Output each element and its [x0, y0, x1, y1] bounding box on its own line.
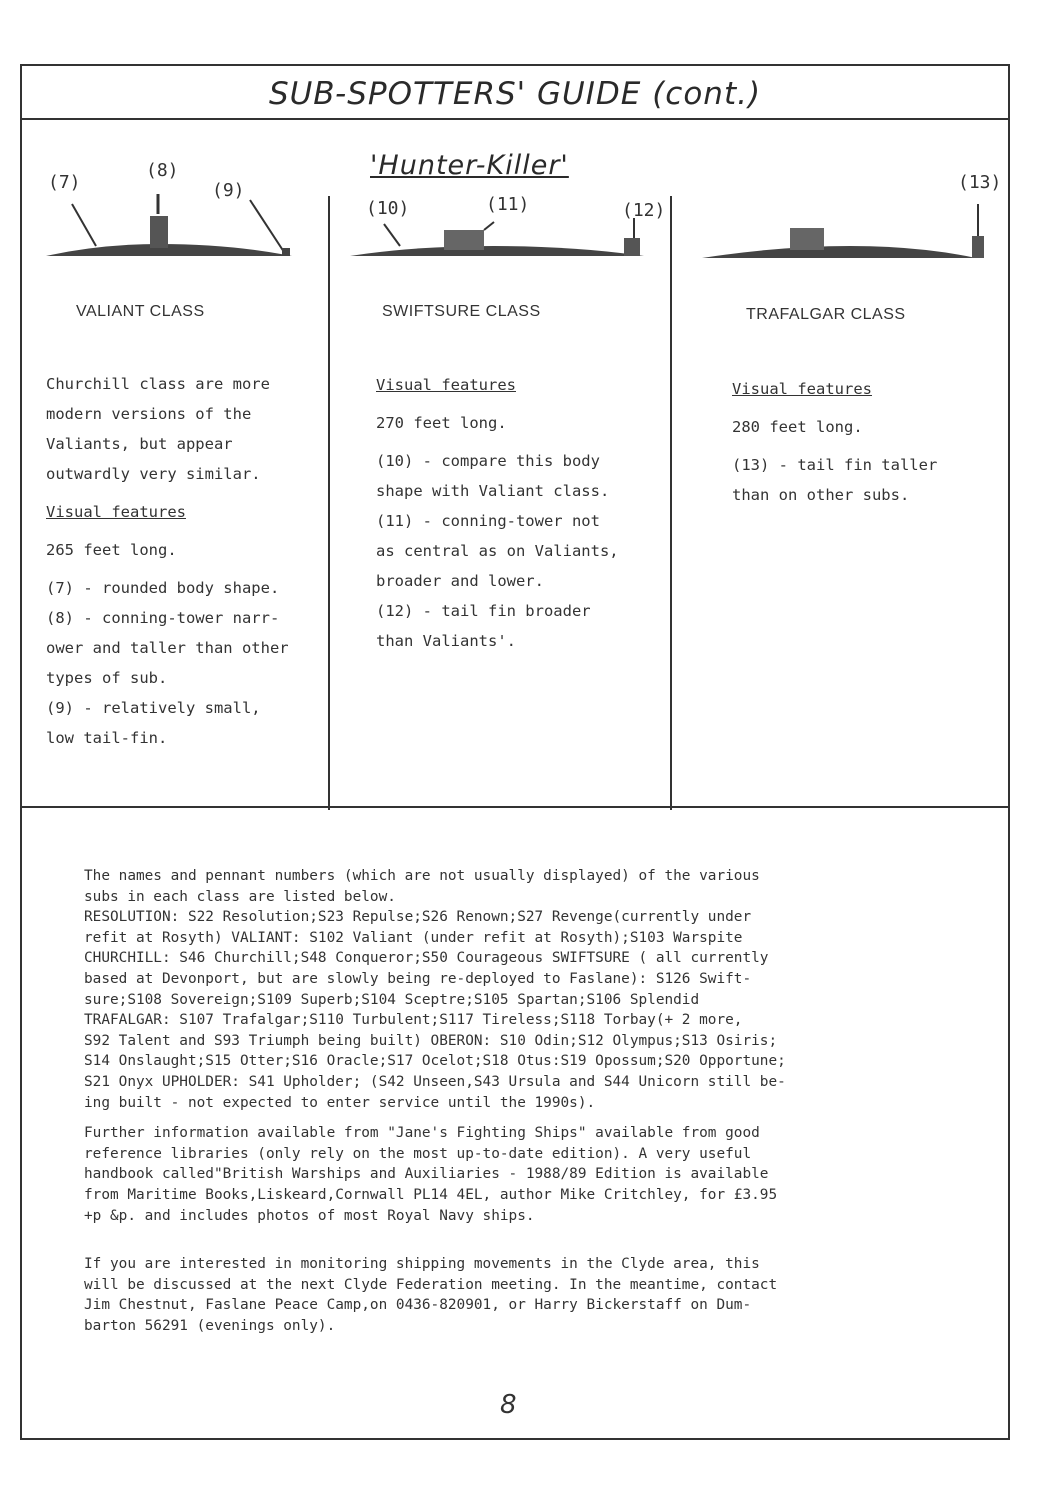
- text-line: (10) - compare this body: [376, 452, 600, 470]
- text-line: outwardly very similar.: [46, 465, 261, 483]
- text-line: ower and taller than other: [46, 639, 289, 657]
- title-band: [22, 66, 1008, 120]
- marker-9: (9): [212, 180, 245, 201]
- trafalgar-silhouette: [700, 196, 1000, 266]
- swiftsure-description: [376, 370, 666, 656]
- swiftsure-class-name: SWIFTSURE CLASS: [382, 303, 541, 320]
- text-line: Valiants, but appear: [46, 435, 233, 453]
- text-line: Churchill class are more: [46, 375, 270, 393]
- features-heading: Visual features: [376, 376, 516, 394]
- page-title: SUB-SPOTTERS' GUIDE (cont.): [268, 76, 762, 112]
- marker-10: (10): [366, 198, 410, 219]
- text-line: modern versions of the: [46, 405, 252, 423]
- text-line: than Valiants'.: [376, 632, 516, 650]
- column-divider-1: [328, 196, 330, 810]
- valiant-class-name: VALIANT CLASS: [76, 303, 205, 320]
- text-line: than on other subs.: [732, 486, 910, 504]
- features-heading: Visual features: [732, 380, 872, 398]
- lower-text-block: [84, 866, 964, 1346]
- text-line: low tail-fin.: [46, 729, 168, 747]
- text-line: as central as on Valiants,: [376, 542, 619, 560]
- section-subtitle: 'Hunter-Killer': [370, 150, 569, 181]
- marker-7: (7): [48, 172, 81, 193]
- valiant-silhouette: [40, 200, 300, 270]
- contact-paragraph: If you are interested in monitoring shipping movements in the Clyde area, this will be discussed at the next Clyde Federation meeting. In the meantime, contact Jim Chestnut, Faslane Peace Camp,on 0436-820901, or Harry Bickerstaff on Dum- barton 56291 (evenings only).: [84, 1256, 778, 1334]
- marker-12: (12): [622, 200, 666, 221]
- text-line: (7) - rounded body shape.: [46, 579, 280, 597]
- text-line: shape with Valiant class.: [376, 482, 610, 500]
- text-line: types of sub.: [46, 669, 168, 687]
- swiftsure-silhouette: [344, 216, 654, 266]
- section-divider: [22, 806, 1008, 808]
- valiant-description: [46, 369, 326, 753]
- marker-8: (8): [146, 160, 179, 181]
- text-line: (12) - tail fin broader: [376, 602, 591, 620]
- text-line: (11) - conning-tower not: [376, 512, 600, 530]
- pennant-numbers-paragraph: The names and pennant numbers (which are not usually displayed) of the various subs in each class are listed below. RESOLUTION: S22 Resolution;S23 Repulse;S26 Renown;S27 Revenge(currently under refit at Rosyth) VALIANT: S102 Valiant (under refit at Rosyth);S103 Warspite CHURCHILL: S46 Churchill;S48 Conqueror;S50 Courageous SWIFTSURE ( all currently based at Devonport, but are slowly being re-deployed to Faslane): S126 Swift- sure;S108 Sovereign;S109 Superb;S104 Sceptre;S105 Spartan;S106 Splendid TRAFALGAR: S107 Trafalgar;S110 Turbulent;S117 Tireless;S118 Torbay(+ 2 more, S92 Talent and S93 Triumph being built) OBERON: S10 Odin;S12 Olympus;S13 Osiris; S14 Onslaught;S15 Otter;S16 Oracle;S17 Ocelot;S18 Otus:S19 Opossum;S20 Opportune; S21 Onyx UPHOLDER: S41 Upholder; (S42 Unseen,S43 Ursula and S44 Unicorn still be- ing built - not expected to enter service until the 1990s).: [84, 868, 786, 1111]
- text-line: 270 feet long.: [376, 414, 507, 432]
- text-line: (9) - relatively small,: [46, 699, 261, 717]
- column-divider-2: [670, 196, 672, 810]
- marker-13: (13): [958, 172, 1002, 193]
- text-line: (13) - tail fin taller: [732, 456, 938, 474]
- trafalgar-class-name: TRAFALGAR CLASS: [746, 306, 906, 323]
- further-info-paragraph: Further information available from "Jane's Fighting Ships" available from good reference libraries (only rely on the most up-to-date edition). A very useful handbook called"British Warships and Auxiliaries - 1988/89 Edition is available from Maritime Books,Liskeard,Cornwall PL14 4EL, author Mike Critchley, for £3.95 +p &p. and includes photos of most Royal Navy ships.: [84, 1125, 778, 1224]
- text-line: broader and lower.: [376, 572, 544, 590]
- marker-11: (11): [486, 194, 530, 215]
- features-heading: Visual features: [46, 503, 186, 521]
- page-number: 8: [500, 1390, 517, 1420]
- trafalgar-description: [732, 374, 1002, 510]
- text-line: 265 feet long.: [46, 541, 177, 559]
- text-line: 280 feet long.: [732, 418, 863, 436]
- text-line: (8) - conning-tower narr-: [46, 609, 280, 627]
